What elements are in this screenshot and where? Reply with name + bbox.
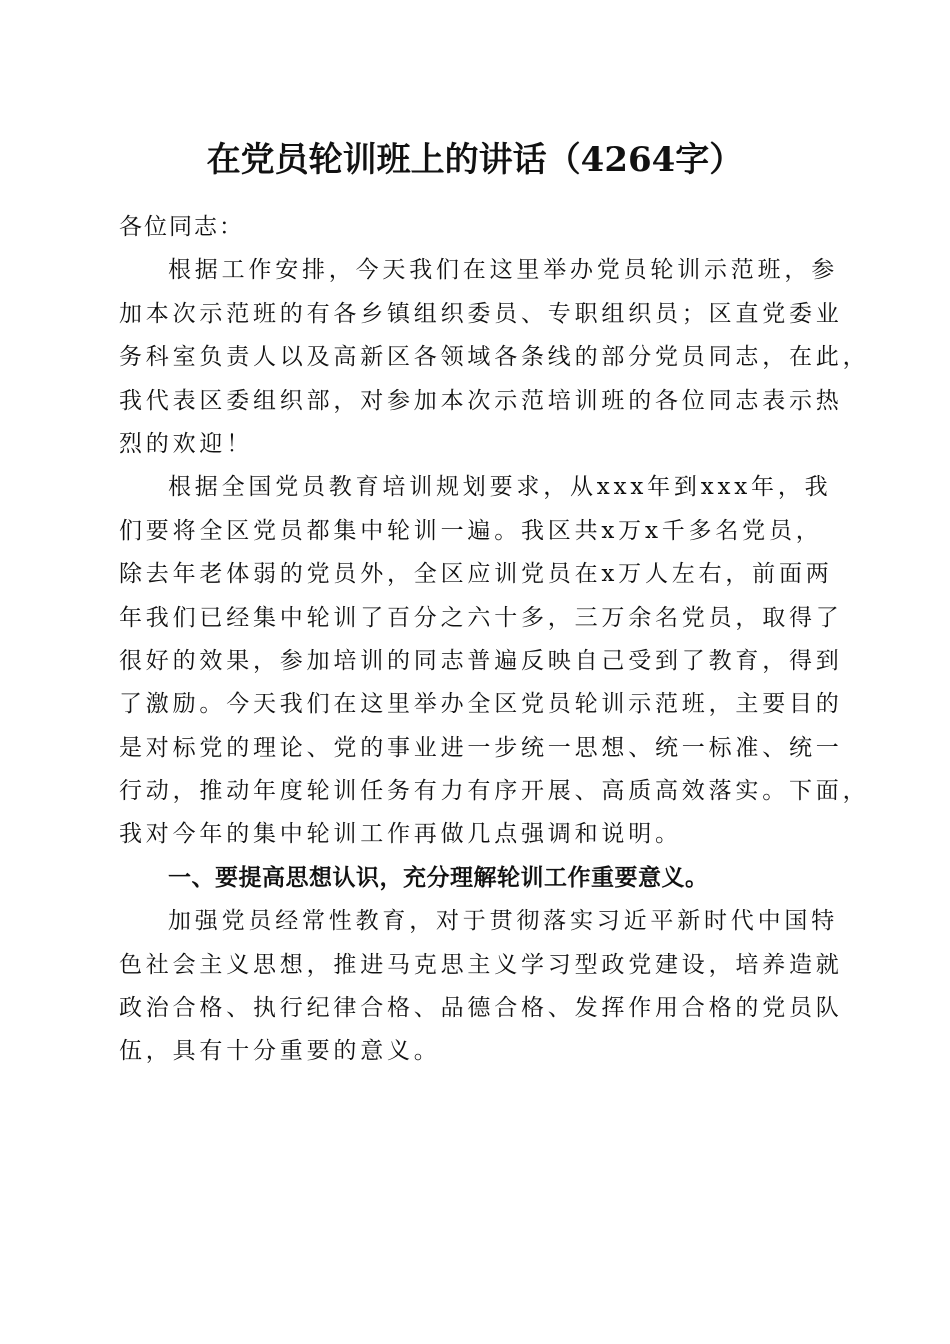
paragraph-3-line: 伍，具有十分重要的意义。 (119, 1038, 441, 1065)
section-heading: 一、要提高思想认识，充分理解轮训工作重要意义。 (168, 864, 709, 891)
paragraph-3-line: 加强党员经常性教育，对于贯彻落实习近平新时代中国特 (168, 908, 838, 935)
document-title: 在党员轮训班上的讲话（4264字） (206, 140, 744, 180)
paragraph-2-line: 了激励。今天我们在这里举办全区党员轮训示范班，主要目的 (119, 691, 843, 718)
paragraph-1-line: 烈的欢迎！ (119, 430, 253, 457)
paragraph-1-line: 务科室负责人以及高新区各领域各条线的部分党员同志，在此， (119, 344, 870, 371)
paragraph-1-line: 根据工作安排，今天我们在这里举办党员轮训示范班，参 (168, 257, 838, 284)
paragraph-1-line: 加本次示范班的有各乡镇组织委员、专职组织员；区直党委业 (119, 300, 843, 327)
paragraph-2-line: 我对今年的集中轮训工作再做几点强调和说明。 (119, 821, 682, 848)
document-body (119, 206, 870, 1074)
paragraph-2-line: 行动，推动年度轮训任务有力有序开展、高质高效落实。下面， (119, 778, 870, 805)
paragraph-2-line: 除去年老体弱的党员外，全区应训党员在x万人左右，前面两 (119, 561, 833, 588)
paragraph-3-line: 政治合格、执行纪律合格、品德合格、发挥作用合格的党员队 (119, 995, 843, 1022)
paragraph-2-line: 根据全国党员教育培训规划要求，从xxx年到xxx年，我 (168, 474, 832, 501)
paragraph-2-line: 们要将全区党员都集中轮训一遍。我区共x万x千多名党员， (119, 517, 823, 544)
paragraph-2-line: 是对标党的理论、党的事业进一步统一思想、统一标准、统一 (119, 734, 843, 761)
paragraph-2-line: 年我们已经集中轮训了百分之六十多，三万余名党员，取得了 (119, 604, 843, 631)
paragraph-1-line: 我代表区委组织部，对参加本次示范培训班的各位同志表示热 (119, 387, 843, 414)
salutation: 各位同志： (119, 214, 244, 240)
paragraph-2-line: 很好的效果，参加培训的同志普遍反映自己受到了教育，得到 (119, 647, 843, 674)
paragraph-3-line: 色社会主义思想，推进马克思主义学习型政党建设，培养造就 (119, 951, 843, 978)
